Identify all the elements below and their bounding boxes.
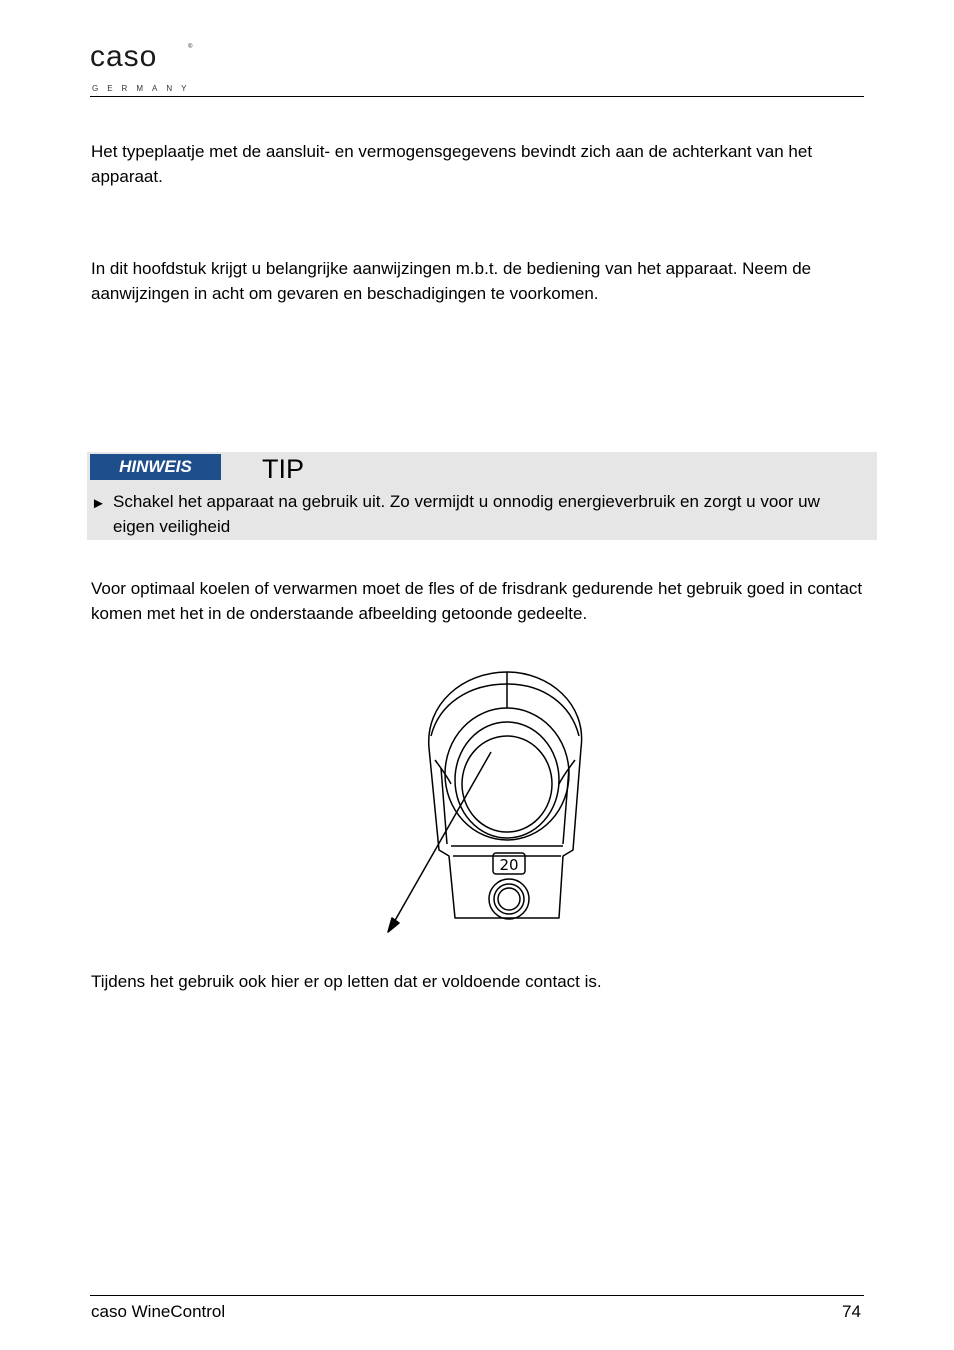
logo-wordmark: caso — [90, 40, 158, 73]
bullet-arrow-icon: ► — [91, 495, 106, 512]
header-rule — [90, 96, 864, 97]
caso-logo — [76, 32, 206, 106]
chapter-intro-paragraph: In dit hoofdstuk krijgt u belangrijke aanwijzingen m.b.t. de bediening van het apparaat. Neem de aanwijzingen in acht om gevaren en beschadigingen te voorkomen. — [91, 259, 812, 303]
contact-paragraph: Voor optimaal koelen of verwarmen moet de fles of de frisdrank gedurende het gebruik goed in contact komen met het in de onderstaande afbeelding getoonde gedeelte. — [91, 579, 863, 623]
typeplate-paragraph: Het typeplaatje met de aansluit- en vermogensgegevens bevindt zich aan de achterkant van het apparaat. — [91, 142, 813, 186]
footer-rule — [90, 1295, 864, 1296]
logo-subtitle: GERMANY — [92, 84, 196, 93]
tip-title: TIP — [262, 454, 305, 484]
footer-page-number: 74 — [842, 1302, 861, 1321]
tip-text: Schakel het apparaat na gebruik uit. Zo vermijdt u onnodig energieverbruik en zorgt u voor uw eigen veiligheid — [113, 492, 820, 536]
hinweis-badge: HINWEIS — [90, 454, 221, 480]
temperature-display: 20 — [499, 856, 519, 874]
during-use-paragraph: Tijdens het gebruik ook hier er op letten dat er voldoende contact is. — [91, 972, 602, 991]
device-illustration — [385, 664, 605, 936]
tip-box — [87, 452, 877, 540]
logo-registered-mark: ® — [188, 44, 193, 50]
footer-product: caso WineControl — [91, 1302, 226, 1321]
